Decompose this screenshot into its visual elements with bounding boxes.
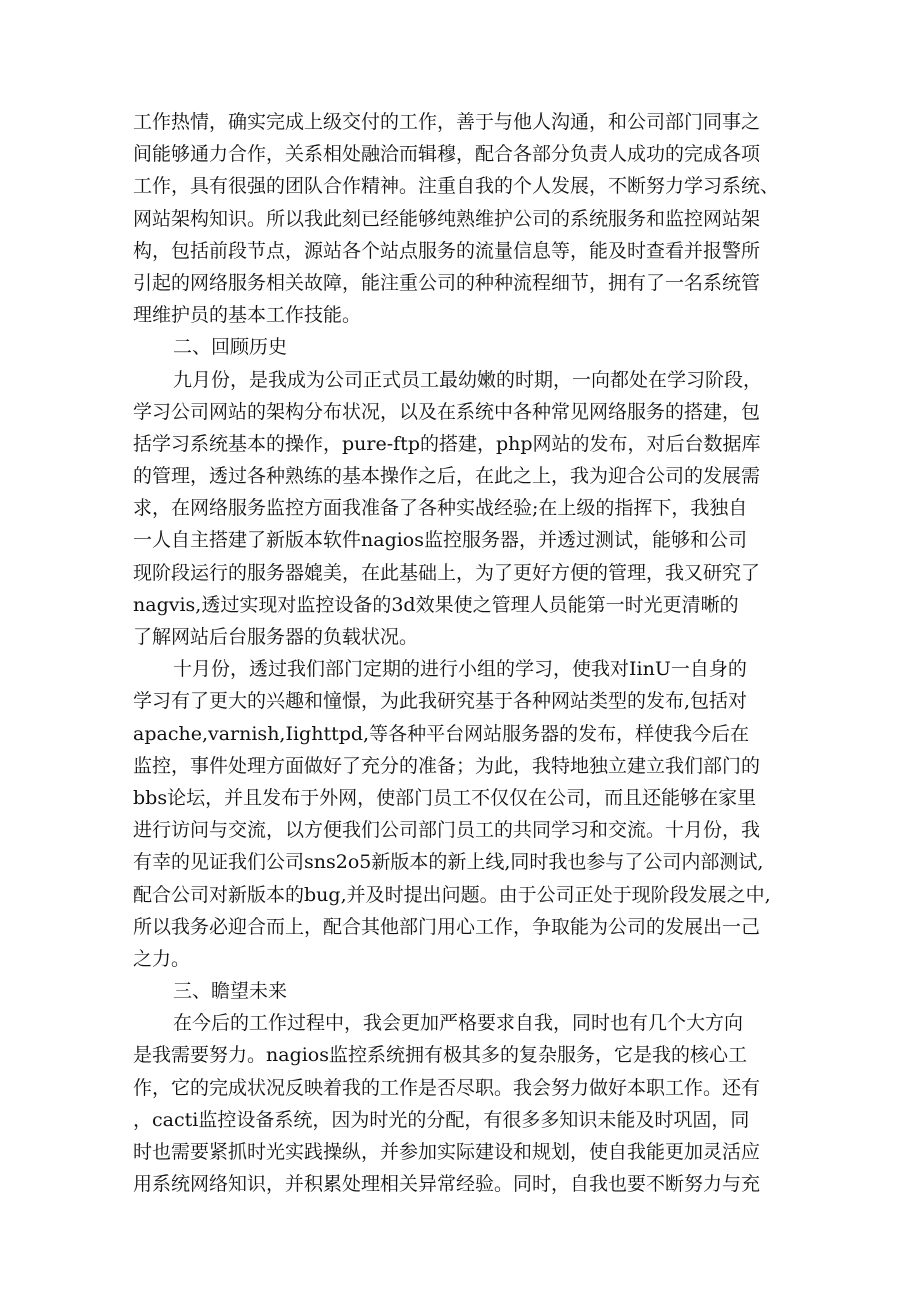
text-line: 时也需要紧抓时光实践操纵，并参加实际建设和规划，使自我能更加灵活应 bbox=[133, 1141, 761, 1163]
text-line: nagvis,透过实现对监控设备的3d效果使之管理人员能第一时光更清晰的 bbox=[133, 593, 739, 616]
text-line: 学习公司网站的架构分布状况，以及在系统中各种常见网络服务的搭建，包 bbox=[133, 400, 761, 423]
text-line: 网站架构知识。所以我此刻已经能够纯熟维护公司的系统服务和监控网站架 bbox=[133, 207, 761, 230]
document-body bbox=[133, 106, 803, 1200]
text-line: 求，在网络服务监控方面我准备了各种实战经验;在上级的指挥下，我独自 bbox=[133, 497, 748, 520]
text-line: 是我需要努力。nagios监控系统拥有极其多的复杂服务，它是我的核心工 bbox=[133, 1044, 747, 1067]
text-line: 构，包括前段节点，源站各个站点服务的流量信息等，能及时查看并报警所 bbox=[133, 239, 761, 262]
text-line: 一人自主搭建了新版本软件nagios监控服务器，并透过测试，能够和公司 bbox=[133, 529, 747, 552]
text-line: 十月份，透过我们部门定期的进行小组的学习，使我对IinU一自身的 bbox=[173, 658, 747, 681]
text-line: 了解网站后台服务器的负载状况。 bbox=[133, 626, 419, 648]
text-line: 监控，事件处理方面做好了充分的准备；为此，我特地独立建立我们部门的 bbox=[133, 754, 761, 777]
text-line: apache,varnish,Iighttpd,等各种平台网站服务器的发布，样使我今后在 bbox=[133, 722, 750, 745]
text-line: 引起的网络服务相关故障，能注重公司的种种流程细节，拥有了一名系统管 bbox=[133, 271, 761, 294]
text-line: 在今后的工作过程中，我会更加严格要求自我，同时也有几个大方向 bbox=[173, 1012, 744, 1035]
text-line: 进行访问与交流，以方便我们公司部门员工的共同学习和交流。十月份，我 bbox=[133, 819, 761, 842]
text-line: 有幸的见证我们公司sns2o5新版本的新上线,同时我也参与了公司内部测试, bbox=[133, 851, 764, 874]
text-line: 括学习系统基本的操作，pure-ftp的搭建，php网站的发布，对后台数据库 bbox=[133, 432, 761, 455]
text-line: 理维护员的基本工作技能。 bbox=[133, 304, 362, 327]
text-line: 配合公司对新版本的bug,并及时提出问题。由于公司正处于现阶段发展之中, bbox=[133, 883, 771, 906]
text-line: 用系统网络知识，并积累处理相关异常经验。同时，自我也要不断努力与充 bbox=[133, 1173, 761, 1196]
text-line: 二、回顾历史 bbox=[173, 336, 288, 359]
text-line: 作，它的完成状况反映着我的工作是否尽职。我会努力做好本职工作。还有 bbox=[133, 1076, 761, 1099]
text-line: 工作热情，确实完成上级交付的工作，善于与他人沟通，和公司部门同事之 bbox=[133, 111, 761, 133]
text-line: bbs论坛，并且发布于外网，使部门员工不仅仅在公司，而且还能够在家里 bbox=[133, 786, 757, 809]
text-line: 学习有了更大的兴趣和憧憬，为此我研究基于各种网站类型的发布,包括对 bbox=[133, 690, 748, 713]
text-line: 间能够通力合作，关系相处融洽而辑穆，配合各部分负责人成功的完成各项 bbox=[133, 143, 761, 166]
text-line: 九月份，是我成为公司正式员工最幼嫩的时期，一向都处在学习阶段， bbox=[173, 368, 763, 391]
text-line: 现阶段运行的服务器媲美，在此基础上，为了更好方便的管理，我又研究了 bbox=[133, 561, 761, 584]
text-line: 所以我务必迎合而上，配合其他部门用心工作，争取能为公司的发展出一己 bbox=[133, 915, 761, 938]
text-line: ，cacti监控设备系统，因为时光的分配，有很多多知识未能及时巩固，同 bbox=[133, 1108, 750, 1131]
text-line: 的管理，透过各种熟练的基本操作之后，在此之上，我为迎合公司的发展需 bbox=[133, 465, 761, 488]
text-line: 之力。 bbox=[133, 947, 191, 970]
text-line: 工作，具有很强的团队合作精神。注重自我的个人发展，不断努力学习系统、 bbox=[133, 175, 780, 198]
text-line: 三、瞻望未来 bbox=[173, 980, 288, 1003]
